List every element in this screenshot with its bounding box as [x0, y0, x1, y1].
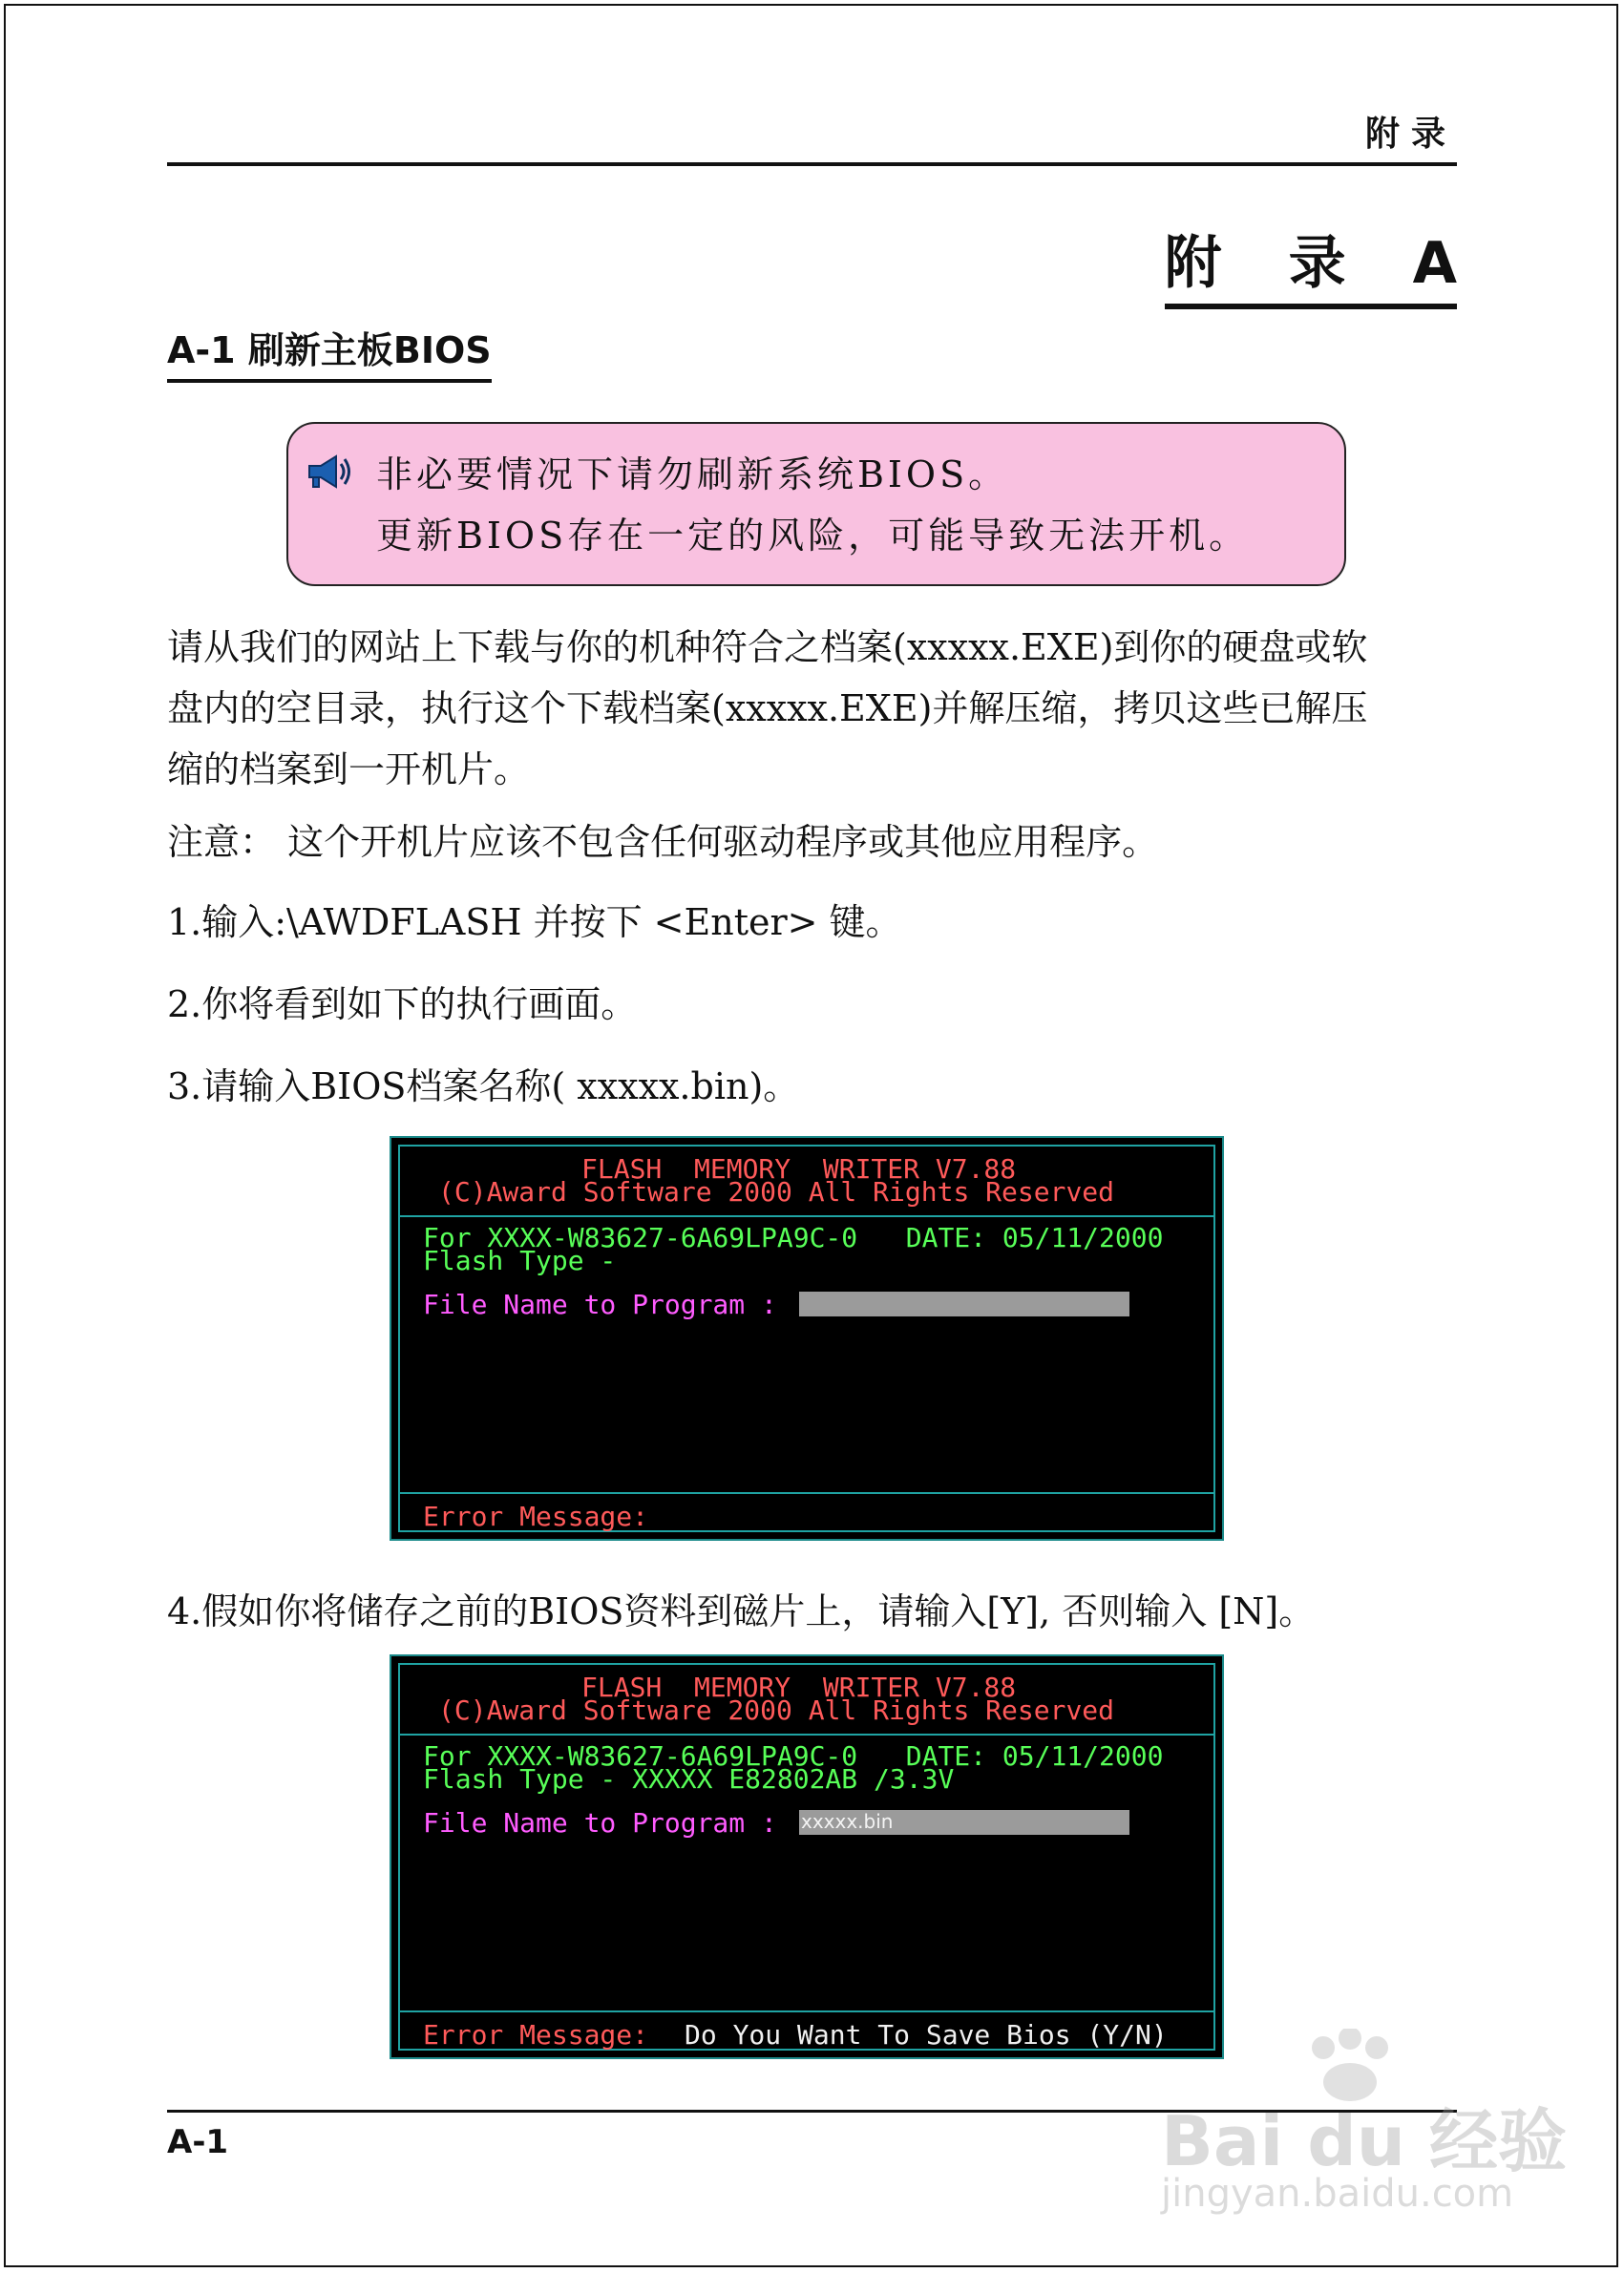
- header-label: 附录: [1364, 115, 1457, 154]
- header-rule: [167, 162, 1457, 166]
- section-title: A-1 刷新主板BIOS: [167, 321, 492, 383]
- footer-separator: [400, 1492, 1213, 1494]
- copyright-line: (C)Award Software 2000 All Rights Reserved: [438, 1694, 1115, 1726]
- appendix-title-char-3: A: [1412, 230, 1457, 297]
- intro-paragraph: [167, 617, 1466, 800]
- error-message-label: Error Message:: [423, 1501, 649, 1532]
- file-name-label: File Name to Program :: [423, 1807, 777, 1839]
- appendix-title-char-1: 附: [1164, 230, 1222, 297]
- header-separator: [400, 1734, 1213, 1736]
- notice-line-2: 更新BIOS存在一定的风险，可能导致无法开机。: [376, 515, 1250, 557]
- board-info-line: For XXXX-W83627-6A69LPA9C-0 DATE: 05/11/2000: [423, 1740, 1164, 1772]
- appendix-title-char-2: 录: [1288, 230, 1346, 297]
- flash-writer-screen-1: [390, 1136, 1224, 1541]
- megaphone-icon: [304, 452, 353, 491]
- copyright-line: (C)Award Software 2000 All Rights Reserved: [438, 1176, 1115, 1208]
- file-name-label: File Name to Program :: [423, 1289, 777, 1320]
- error-message-text: Do You Want To Save Bios (Y/N): [685, 2019, 1168, 2051]
- file-name-value: xxxxx.bin: [801, 1810, 894, 1833]
- screen-frame: [398, 1663, 1215, 2051]
- step-4: 4.假如你将储存之前的BIOS资料到磁片上，请输入[Y], 否则输入 [N]。: [167, 1590, 1316, 1632]
- watermark-brand: Bai du 经验: [1161, 2101, 1568, 2181]
- program-title: FLASH MEMORY WRITER V7.88: [581, 1672, 1017, 1703]
- warning-notice: [286, 422, 1346, 586]
- note-line: 注意： 这个开机片应该不包含任何驱动程序或其他应用程序。: [167, 821, 1159, 863]
- header-separator: [400, 1215, 1213, 1217]
- board-info-line: For XXXX-W83627-6A69LPA9C-0 DATE: 05/11/2000: [423, 1222, 1164, 1253]
- error-message-label: Error Message:: [423, 2019, 649, 2051]
- baidu-watermark: [1155, 2029, 1568, 2220]
- intro-line-2: 盘内的空目录，执行这个下载档案(xxxxx.EXE)并解压缩，拷贝这些已解压: [167, 687, 1368, 729]
- page-number: A-1: [167, 2123, 229, 2161]
- program-title: FLASH MEMORY WRITER V7.88: [581, 1153, 1017, 1185]
- flash-type-line: Flash Type - XXXXX E82802AB /3.3V: [423, 1763, 955, 1795]
- watermark-url: jingyan.baidu.com: [1161, 2172, 1514, 2216]
- intro-line-3: 缩的档案到一开机片。: [167, 748, 531, 790]
- footer-separator: [400, 2010, 1213, 2012]
- notice-line-1: 非必要情况下请勿刷新系统BIOS。: [376, 453, 1009, 495]
- flash-type-line: Flash Type -: [423, 1245, 617, 1276]
- appendix-title: [1165, 218, 1457, 309]
- screen-frame: [398, 1145, 1215, 1532]
- file-name-input[interactable]: [799, 1292, 1129, 1316]
- file-name-input[interactable]: [799, 1810, 1129, 1835]
- step-2: 2.你将看到如下的执行画面。: [167, 983, 638, 1025]
- intro-line-1: 请从我们的网站上下载与你的机种符合之档案(xxxxx.EXE)到你的硬盘或软: [167, 626, 1368, 668]
- step-3: 3.请输入BIOS档案名称( xxxxx.bin)。: [167, 1065, 800, 1107]
- step-1: 1.输入:\AWDFLASH 并按下 <Enter> 键。: [167, 901, 902, 943]
- flash-writer-screen-2: [390, 1654, 1224, 2059]
